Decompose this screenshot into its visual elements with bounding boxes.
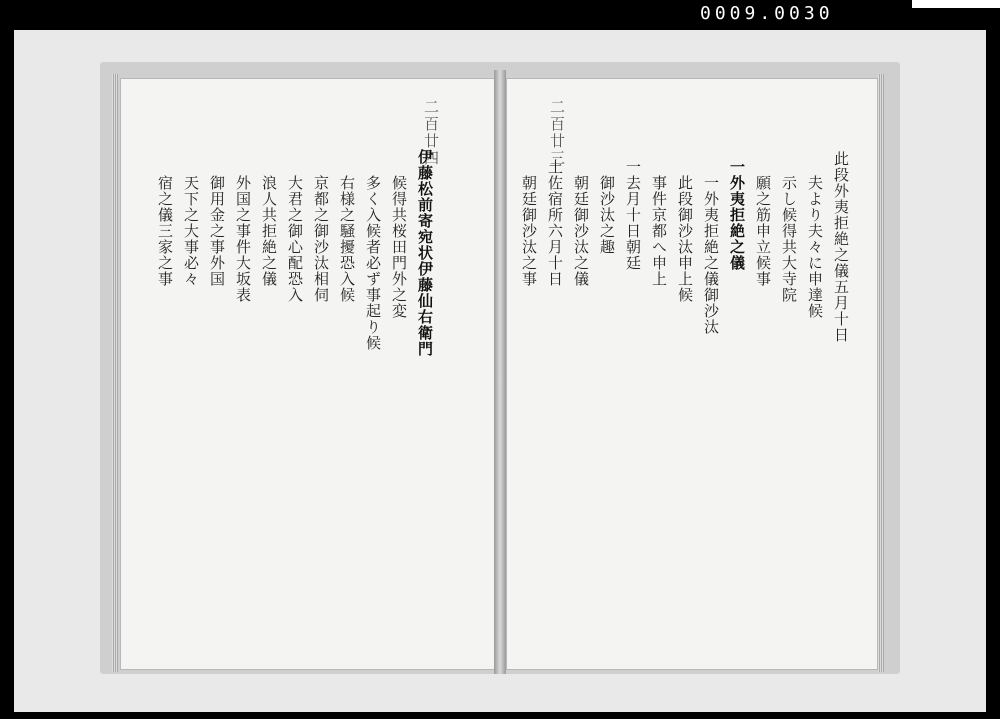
- left-page-number: 二百廿四: [422, 99, 440, 167]
- left-column-7: 外国之事件大坂表: [234, 175, 252, 303]
- right-column-9: 御沙汰之趣: [598, 175, 616, 255]
- right-column-5: 一外夷拒絶之儀御沙汰: [702, 175, 720, 335]
- right-column-11: 土佐宿所六月十日: [546, 159, 564, 287]
- film-edge-mark: [912, 0, 1000, 8]
- left-column-2: 多く入候者必ず事起り候: [364, 175, 382, 351]
- left-column-5: 大君之御心配恐入: [286, 175, 304, 303]
- left-column-10: 宿之儀三家之事: [156, 175, 174, 287]
- right-page-heading: 一外夷拒絶之儀: [728, 159, 746, 271]
- right-column-10: 朝廷御沙汰之儀: [572, 175, 590, 287]
- right-page-edges: [878, 74, 884, 672]
- left-column-4: 京都之御沙汰相伺: [312, 175, 330, 303]
- left-column-3: 右様之騒擾恐入候: [338, 175, 356, 303]
- book-gutter: [494, 70, 506, 674]
- right-column-2: 夫より夫々に申達候: [806, 175, 824, 319]
- right-column-4: 願之筋申立候事: [754, 175, 772, 287]
- left-page-heading: 伊藤松前寄宛状伊藤仙右衛門: [416, 149, 434, 357]
- left-column-6: 浪人共拒絶之儀: [260, 175, 278, 287]
- film-frame-number: 0009.0030: [700, 3, 834, 24]
- right-column-12: 朝廷御沙汰之事: [520, 175, 538, 287]
- right-column-1: 此段外夷拒絶之儀五月十日: [832, 151, 850, 343]
- left-column-9: 天下之大事必々: [182, 175, 200, 287]
- left-column-1: 候得共桜田門外之変: [390, 175, 408, 319]
- right-column-6: 此段御沙汰申上候: [676, 175, 694, 303]
- right-column-7: 事件京都へ申上: [650, 175, 668, 287]
- left-page-edges: [112, 74, 118, 672]
- right-page-number: 二百廿三: [548, 99, 566, 167]
- right-page: [506, 78, 878, 670]
- left-page: [120, 78, 496, 670]
- right-column-3: 示し候得共大寺院: [780, 175, 798, 303]
- left-column-8: 御用金之事外国: [208, 175, 226, 287]
- right-column-8: 一去月十日朝廷: [624, 159, 642, 271]
